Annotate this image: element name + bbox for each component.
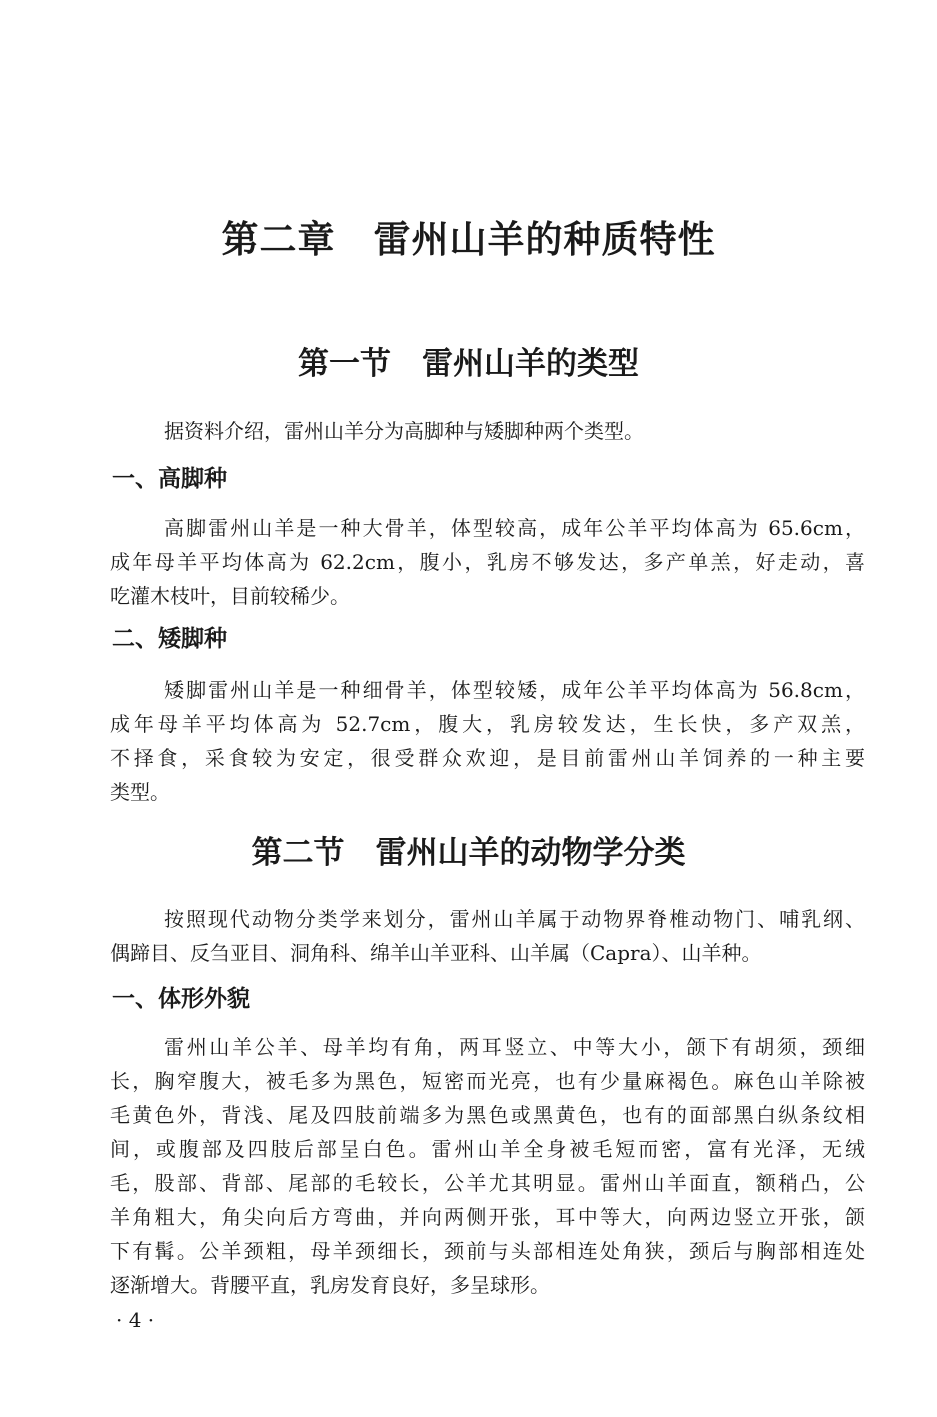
subheading-short-type: 二、矮脚种: [112, 626, 227, 652]
paragraph-line: 毛黄色外，背浅、尾及四肢前端多为黑色或黑黄色，也有的面部黑白纵条纹相: [110, 1103, 865, 1127]
section-2-title: 第二节 雷州山羊的动物学分类: [251, 835, 686, 871]
paragraph-line: 类型。: [110, 780, 170, 804]
paragraph-line: 下有髯。公羊颈粗，母羊颈细长，颈前与头部相连处角狭，颈后与胸部相连处: [110, 1239, 865, 1263]
paragraph-line: 高脚雷州山羊是一种大骨羊，体型较高，成年公羊平均体高为 65.6cm，: [164, 516, 865, 540]
page-number: · 4 ·: [116, 1308, 155, 1332]
paragraph-line: 矮脚雷州山羊是一种细骨羊，体型较矮，成年公羊平均体高为 56.8cm，: [164, 678, 865, 702]
section-2-intro: [110, 902, 865, 970]
paragraph-line: 吃灌木枝叶，目前较稀少。: [110, 584, 350, 608]
paragraph-line: 毛，股部、背部、尾部的毛较长，公羊尤其明显。雷州山羊面直，额稍凸，公: [110, 1171, 865, 1195]
paragraph-line: 不择食，采食较为安定，很受群众欢迎，是目前雷州山羊饲养的一种主要: [110, 746, 865, 770]
paragraph-line: 成年母羊平均体高为 62.2cm，腹小，乳房不够发达，多产单羔，好走动，喜: [110, 550, 865, 574]
paragraph-line: 羊角粗大，角尖向后方弯曲，并向两侧开张，耳中等大，向两边竖立开张，颌: [110, 1205, 865, 1229]
paragraph-line: 长，胸窄腹大，被毛多为黑色，短密而光亮，也有少量麻褐色。麻色山羊除被: [110, 1069, 865, 1093]
paragraph-line: 间，或腹部及四肢后部呈白色。雷州山羊全身被毛短而密，富有光泽，无绒: [110, 1137, 865, 1161]
paragraph-line: 雷州山羊公羊、母羊均有角，两耳竖立、中等大小，颌下有胡须，颈细: [164, 1035, 865, 1059]
paragraph-line: 成年母羊平均体高为 52.7cm，腹大，乳房较发达，生长快，多产双羔，: [110, 712, 865, 736]
paragraph-line: 据资料介绍，雷州山羊分为高脚种与矮脚种两个类型。: [164, 419, 644, 443]
subheading-tall-type: 一、高脚种: [112, 466, 227, 492]
paragraph-tall-type: [110, 511, 865, 613]
paragraph-short-type: [110, 673, 865, 809]
section-1-intro: [110, 414, 865, 448]
paragraph-line: 按照现代动物分类学来划分，雷州山羊属于动物界脊椎动物门、哺乳纲、: [164, 907, 865, 931]
paragraph-line: 偶蹄目、反刍亚目、洞角科、绵羊山羊亚科、山羊属（Capra）、山羊种。: [110, 941, 762, 965]
chapter-title: 第二章 雷州山羊的种质特性: [221, 218, 716, 261]
paragraph-body-appearance: [110, 1030, 865, 1302]
section-1-title: 第一节 雷州山羊的类型: [298, 346, 639, 382]
subheading-body-appearance: 一、体形外貌: [112, 986, 250, 1012]
paragraph-line: 逐渐增大。背腰平直，乳房发育良好，多呈球形。: [110, 1273, 550, 1297]
